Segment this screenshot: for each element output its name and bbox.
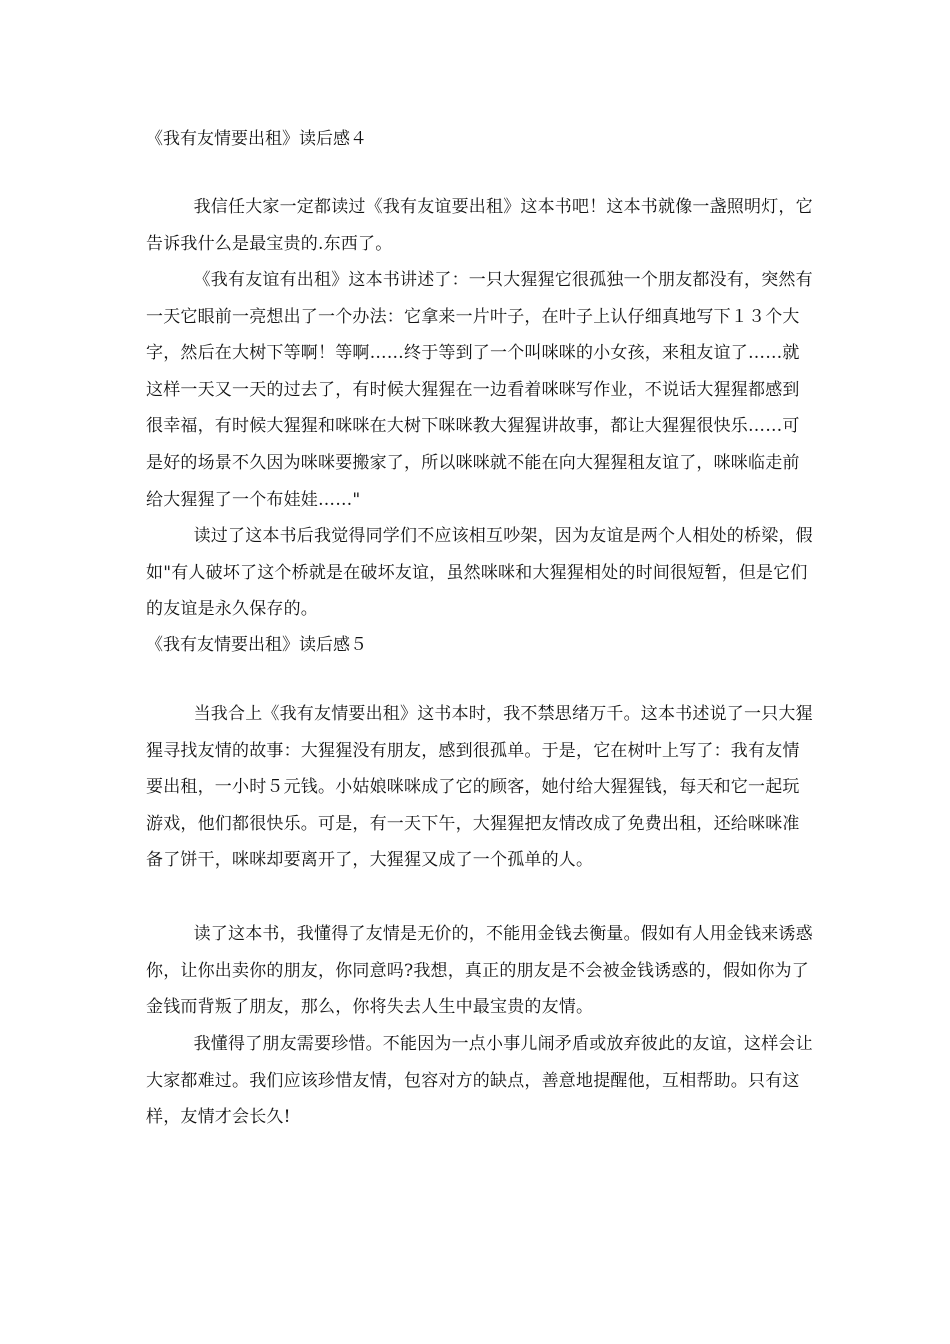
paragraph-4-2: 《我有友谊有出租》这本书讲述了：一只大猩猩它很孤独一个朋友都没有，突然有一天它眼前一亮想出了一个办法：它拿来一片叶子，在叶子上认仔细真地写下１３个大字，然后在大树下等啊！等啊……终于等到了一个叫咪咪的小女孩，来租友谊了……就这样一天又一天的过去了，有时候大猩猩在一边看着咪咪写作业，不说话大猩猩都感到很幸福，有时候大猩猩和咪咪在大树下咪咪教大猩猩讲故事，都让大猩猩很快乐……可是好的场景不久因为咪咪要搬家了，所以咪咪就不能在向大猩猩租友谊了，咪咪临走前给大猩猩了一个布娃娃……" bbox=[146, 270, 813, 510]
paragraph-5-2: 读了这本书，我懂得了友情是无价的，不能用金钱去衡量。假如有人用金钱来诱惑你，让你出卖你的朋友，你同意吗?我想，真正的朋友是不会被金钱诱惑的，假如你为了金钱而背叛了朋友，那么，你将失去人生中最宝贵的友情。 bbox=[146, 924, 813, 1018]
paragraph-4-1: 我信任大家一定都读过《我有友谊要出租》这本书吧！这本书就像一盏照明灯，它告诉我什么是最宝贵的.东西了。 bbox=[146, 197, 813, 254]
paragraph-5-1: 当我合上《我有友情要出租》这书本时，我不禁思绪万千。这本书述说了一只大猩猩寻找友情的故事：大猩猩没有朋友，感到很孤单。于是，它在树叶上写了：我有友情要出租，一小时５元钱。小姑娘咪咪成了它的顾客，她付给大猩猩钱，每天和它一起玩游戏，他们都很快乐。可是，有一天下午，大猩猩把友情改成了免费出租，还给咪咪准备了饼干，咪咪却要离开了，大猩猩又成了一个孤单的人。 bbox=[146, 704, 813, 871]
paragraph-5-3: 我懂得了朋友需要珍惜。不能因为一点小事儿闹矛盾或放弃彼此的友谊，这样会让大家都难过。我们应该珍惜友情，包容对方的缺点，善意地提醒他，互相帮助。只有这样，友情才会长久! bbox=[146, 1034, 813, 1128]
section-title-5: 《我有友情要出租》读后感５ bbox=[146, 635, 367, 655]
paragraph-4-3: 读过了这本书后我觉得同学们不应该相互吵架，因为友谊是两个人相处的桥梁，假如"有人破坏了这个桥就是在破坏友谊，虽然咪咪和大猩猩相处的时间很短暂，但是它们的友谊是永久保存的。 bbox=[146, 526, 813, 620]
section-title-4: 《我有友情要出租》读后感４ bbox=[146, 129, 367, 149]
